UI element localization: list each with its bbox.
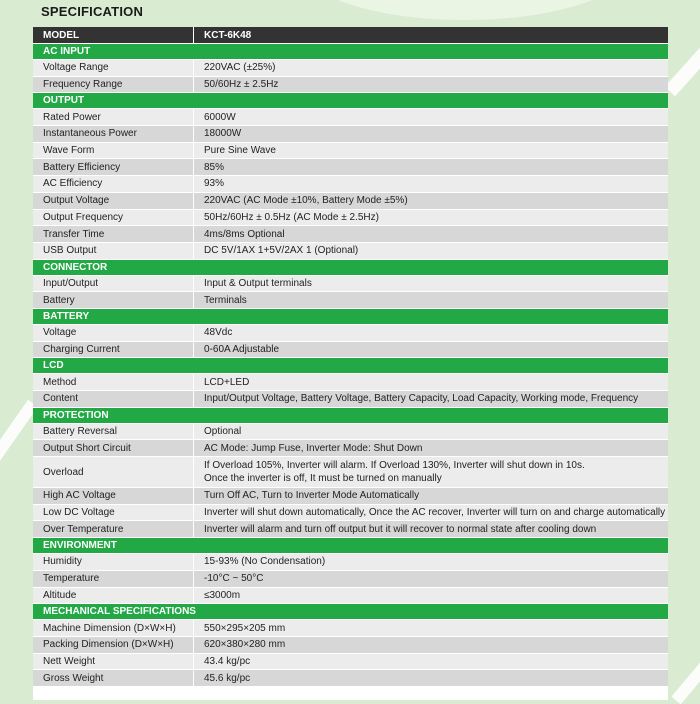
spec-label: Machine Dimension (D×W×H) bbox=[33, 620, 194, 637]
spec-value: 18000W bbox=[194, 126, 669, 143]
spec-value: 50Hz/60Hz ± 0.5Hz (AC Mode ± 2.5Hz) bbox=[194, 209, 669, 226]
section-title: OUTPUT bbox=[33, 93, 668, 109]
model-value: KCT-6K48 bbox=[194, 27, 669, 44]
section-header-row bbox=[33, 44, 668, 60]
spec-row bbox=[33, 192, 668, 209]
spec-value: LCD+LED bbox=[194, 374, 669, 391]
spec-row bbox=[33, 457, 668, 488]
model-header-row bbox=[33, 27, 668, 44]
spec-label: Battery Efficiency bbox=[33, 159, 194, 176]
spec-label: Wave Form bbox=[33, 142, 194, 159]
spec-value: 50/60Hz ± 2.5Hz bbox=[194, 76, 669, 93]
specification-table bbox=[33, 27, 668, 687]
spec-row bbox=[33, 242, 668, 259]
spec-value-line: Once the inverter is off, It must be turned on manually bbox=[204, 473, 442, 485]
spec-value: 43.4 kg/pc bbox=[194, 653, 669, 670]
spec-value: 15-93% (No Condensation) bbox=[194, 554, 669, 571]
spec-label: Content bbox=[33, 391, 194, 408]
spec-label: Battery Reversal bbox=[33, 423, 194, 440]
spec-label: Voltage Range bbox=[33, 60, 194, 77]
spec-value: Terminals bbox=[194, 292, 669, 309]
spec-label: Humidity bbox=[33, 554, 194, 571]
spec-label: Battery bbox=[33, 292, 194, 309]
section-title: ENVIRONMENT bbox=[33, 538, 668, 554]
spec-label: AC Efficiency bbox=[33, 176, 194, 193]
spec-label: Over Temperature bbox=[33, 521, 194, 538]
spec-value: 0-60A Adjustable bbox=[194, 341, 669, 358]
spec-label: Charging Current bbox=[33, 341, 194, 358]
spec-row bbox=[33, 374, 668, 391]
spec-row bbox=[33, 126, 668, 143]
spec-row bbox=[33, 587, 668, 604]
spec-row bbox=[33, 176, 668, 193]
spec-label: Altitude bbox=[33, 587, 194, 604]
spec-row bbox=[33, 159, 668, 176]
spec-value: 620×380×280 mm bbox=[194, 636, 669, 653]
spec-value: Input & Output terminals bbox=[194, 275, 669, 292]
spec-label: Output Voltage bbox=[33, 192, 194, 209]
section-header-row bbox=[33, 259, 668, 275]
background-decoration bbox=[300, 0, 630, 20]
spec-row bbox=[33, 653, 668, 670]
spec-value-line: If Overload 105%, Inverter will alarm. If Overload 130%, Inverter will shut down in 10s. bbox=[204, 460, 585, 472]
spec-value: 85% bbox=[194, 159, 669, 176]
section-header-row bbox=[33, 407, 668, 423]
spec-label: Overload bbox=[33, 457, 194, 488]
page-title: SPECIFICATION bbox=[41, 4, 144, 19]
section-title: LCD bbox=[33, 358, 668, 374]
spec-value: Input/Output Voltage, Battery Voltage, Battery Capacity, Load Capacity, Working mode, Frequency bbox=[194, 391, 669, 408]
spec-value: 220VAC (AC Mode ±10%, Battery Mode ±5%) bbox=[194, 192, 669, 209]
spec-row bbox=[33, 391, 668, 408]
spec-row bbox=[33, 292, 668, 309]
spec-value: 48Vdc bbox=[194, 324, 669, 341]
section-title: BATTERY bbox=[33, 308, 668, 324]
spec-label: Low DC Voltage bbox=[33, 504, 194, 521]
spec-label: Input/Output bbox=[33, 275, 194, 292]
spec-row bbox=[33, 76, 668, 93]
spec-label: Instantaneous Power bbox=[33, 126, 194, 143]
spec-row bbox=[33, 620, 668, 637]
spec-label: Gross Weight bbox=[33, 670, 194, 687]
spec-value: Pure Sine Wave bbox=[194, 142, 669, 159]
spec-label: USB Output bbox=[33, 242, 194, 259]
spec-label: Rated Power bbox=[33, 109, 194, 126]
spec-row bbox=[33, 275, 668, 292]
spec-value: -10°C ~ 50°C bbox=[194, 570, 669, 587]
spec-row bbox=[33, 440, 668, 457]
spec-row bbox=[33, 570, 668, 587]
spec-value: AC Mode: Jump Fuse, Inverter Mode: Shut Down bbox=[194, 440, 669, 457]
spec-value: 45.6 kg/pc bbox=[194, 670, 669, 687]
background-stripe bbox=[671, 628, 700, 704]
model-label: MODEL bbox=[33, 27, 194, 44]
spec-label: Voltage bbox=[33, 324, 194, 341]
spec-row bbox=[33, 554, 668, 571]
spec-row bbox=[33, 670, 668, 687]
spec-row bbox=[33, 636, 668, 653]
spec-value: 93% bbox=[194, 176, 669, 193]
section-header-row bbox=[33, 93, 668, 109]
section-title: CONNECTOR bbox=[33, 259, 668, 275]
spec-label: Frequency Range bbox=[33, 76, 194, 93]
spec-sheet bbox=[33, 27, 668, 700]
spec-row bbox=[33, 504, 668, 521]
spec-value: 6000W bbox=[194, 109, 669, 126]
spec-row bbox=[33, 209, 668, 226]
spec-row bbox=[33, 226, 668, 243]
spec-row bbox=[33, 324, 668, 341]
spec-value bbox=[194, 457, 669, 488]
spec-label: Temperature bbox=[33, 570, 194, 587]
spec-value: 550×295×205 mm bbox=[194, 620, 669, 637]
spec-value: 220VAC (±25%) bbox=[194, 60, 669, 77]
spec-value: Optional bbox=[194, 423, 669, 440]
spec-label: High AC Voltage bbox=[33, 488, 194, 505]
spec-row bbox=[33, 109, 668, 126]
spec-row bbox=[33, 142, 668, 159]
section-title: MECHANICAL SPECIFICATIONS bbox=[33, 604, 668, 620]
spec-value: Inverter will shut down automatically, Once the AC recover, Inverter will turn on and charge automatically bbox=[194, 504, 669, 521]
spec-label: Packing Dimension (D×W×H) bbox=[33, 636, 194, 653]
spec-label: Transfer Time bbox=[33, 226, 194, 243]
spec-row bbox=[33, 488, 668, 505]
section-title: PROTECTION bbox=[33, 407, 668, 423]
spec-value: Inverter will alarm and turn off output but it will recover to normal state after cooling down bbox=[194, 521, 669, 538]
spec-label: Method bbox=[33, 374, 194, 391]
spec-label: Output Short Circuit bbox=[33, 440, 194, 457]
background-stripe bbox=[665, 0, 700, 96]
spec-value: Turn Off AC, Turn to Inverter Mode Automatically bbox=[194, 488, 669, 505]
section-header-row bbox=[33, 538, 668, 554]
section-header-row bbox=[33, 358, 668, 374]
section-header-row bbox=[33, 604, 668, 620]
spec-row bbox=[33, 423, 668, 440]
spec-row bbox=[33, 341, 668, 358]
spec-label: Output Frequency bbox=[33, 209, 194, 226]
section-title: AC INPUT bbox=[33, 44, 668, 60]
spec-value: ≤3000m bbox=[194, 587, 669, 604]
spec-row bbox=[33, 521, 668, 538]
spec-label: Nett Weight bbox=[33, 653, 194, 670]
spec-value: DC 5V/1AX 1+5V/2AX 1 (Optional) bbox=[194, 242, 669, 259]
section-header-row bbox=[33, 308, 668, 324]
spec-value: 4ms/8ms Optional bbox=[194, 226, 669, 243]
spec-row bbox=[33, 60, 668, 77]
